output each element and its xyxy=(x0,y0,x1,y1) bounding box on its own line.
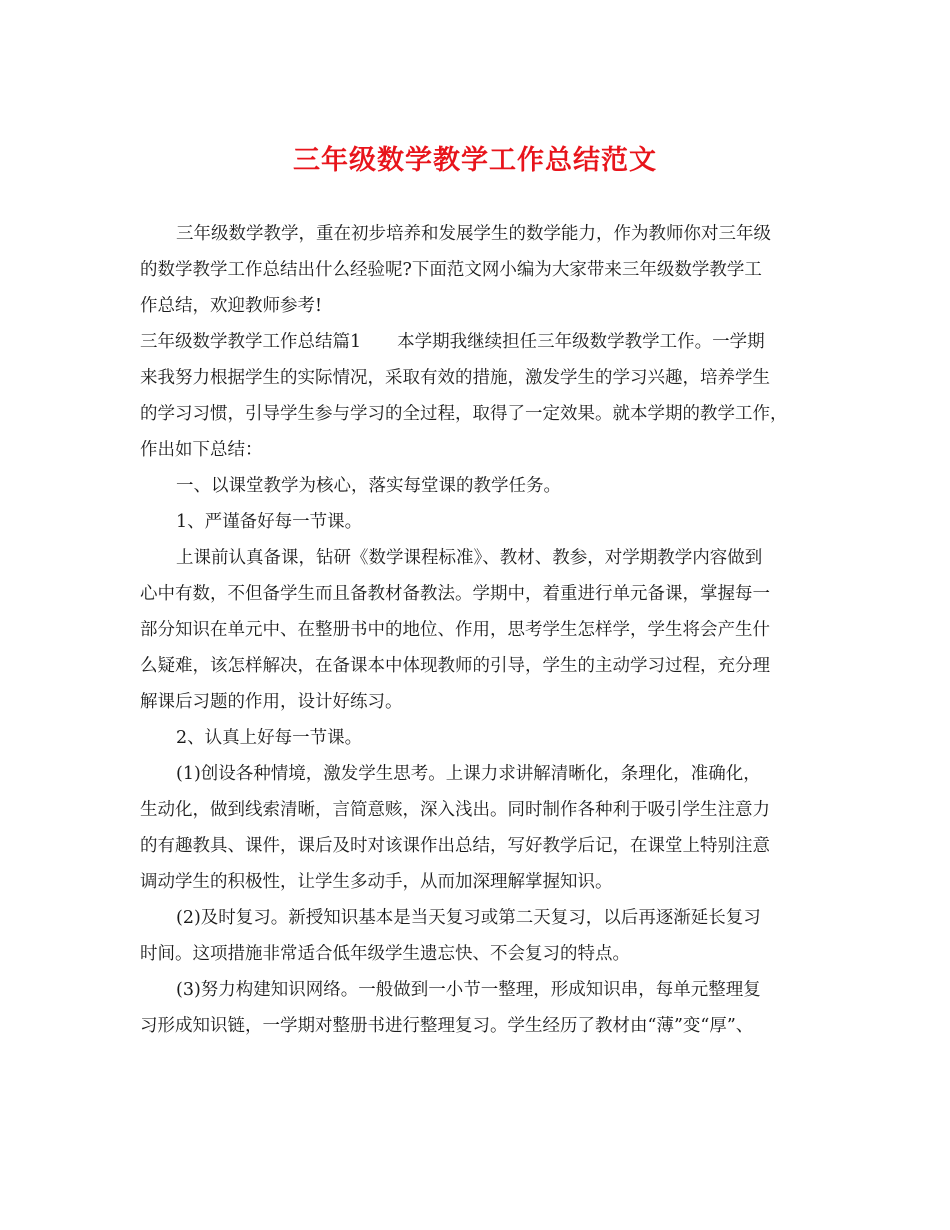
body-line: (2)及时复习。新授知识基本是当天复习或第二天复习，以后再逐渐延长复习 xyxy=(176,908,761,928)
body-line: 作出如下总结： xyxy=(140,440,263,460)
body-line: 来我努力根据学生的实际情况，采取有效的措施，激发学生的学习兴趣，培养学生 xyxy=(140,368,770,388)
section-heading-line xyxy=(140,330,765,354)
body-line: 习形成知识链，一学期对整册书进行整理复习。学生经历了教材由“薄”变“厚”、 xyxy=(140,1016,754,1036)
body-line: 的学习习惯，引导学生参与学习的全过程，取得了一定效果。就本学期的教学工作， xyxy=(140,404,788,424)
section-heading: 三年级数学教学工作总结篇1 xyxy=(140,332,362,352)
body-line: 部分知识在单元中、在整册书中的地位、作用，思考学生怎样学，学生将会产生什 xyxy=(140,620,770,640)
subheading-line: 一、以课堂教学为核心，落实每堂课的教学任务。 xyxy=(176,476,561,496)
body-line: 三年级数学教学，重在初步培养和发展学生的数学能力，作为教师你对三年级 xyxy=(176,224,771,244)
body-line: (3)努力构建知识网络。一般做到一小节一整理，形成知识串，每单元整理复 xyxy=(176,980,761,1000)
body-line: 心中有数，不但备学生而且备教材备教法。学期中，着重进行单元备课，掌握每一 xyxy=(140,584,770,604)
body-line: 上课前认真备课，钻研《数学课程标准》、教材、教参，对学期教学内容做到 xyxy=(176,548,763,568)
body-line: 时间。这项措施非常适合低年级学生遗忘快、不会复习的特点。 xyxy=(140,944,630,964)
document-title: 三年级数学教学工作总结范文 xyxy=(293,145,657,176)
body-line: 么疑难，该怎样解决，在备课本中体现教师的引导，学生的主动学习过程，充分理 xyxy=(140,656,770,676)
body-line: (1)创设各种情境，激发学生思考。上课力求讲解清晰化，条理化，准确化， xyxy=(176,764,761,784)
body-line: 调动学生的积极性，让学生多动手，从而加深理解掌握知识。 xyxy=(140,872,613,892)
body-line: 的有趣教具、课件，课后及时对该课作出总结，写好教学后记，在课堂上特别注意 xyxy=(140,836,770,856)
subheading-line: 2、认真上好每一节课。 xyxy=(176,728,363,748)
body-text: 本学期我继续担任三年级数学教学工作。一学期 xyxy=(397,332,765,352)
body-line: 的数学教学工作总结出什么经验呢?下面范文网小编为大家带来三年级数学教学工 xyxy=(140,260,762,280)
body-line: 解课后习题的作用，设计好练习。 xyxy=(140,692,403,712)
body-line: 作总结，欢迎教师参考! xyxy=(140,296,323,316)
body-line: 生动化，做到线索清晰，言简意赅，深入浅出。同时制作各种利于吸引学生注意力 xyxy=(140,800,770,820)
subheading-line: 1、严谨备好每一节课。 xyxy=(176,512,363,532)
